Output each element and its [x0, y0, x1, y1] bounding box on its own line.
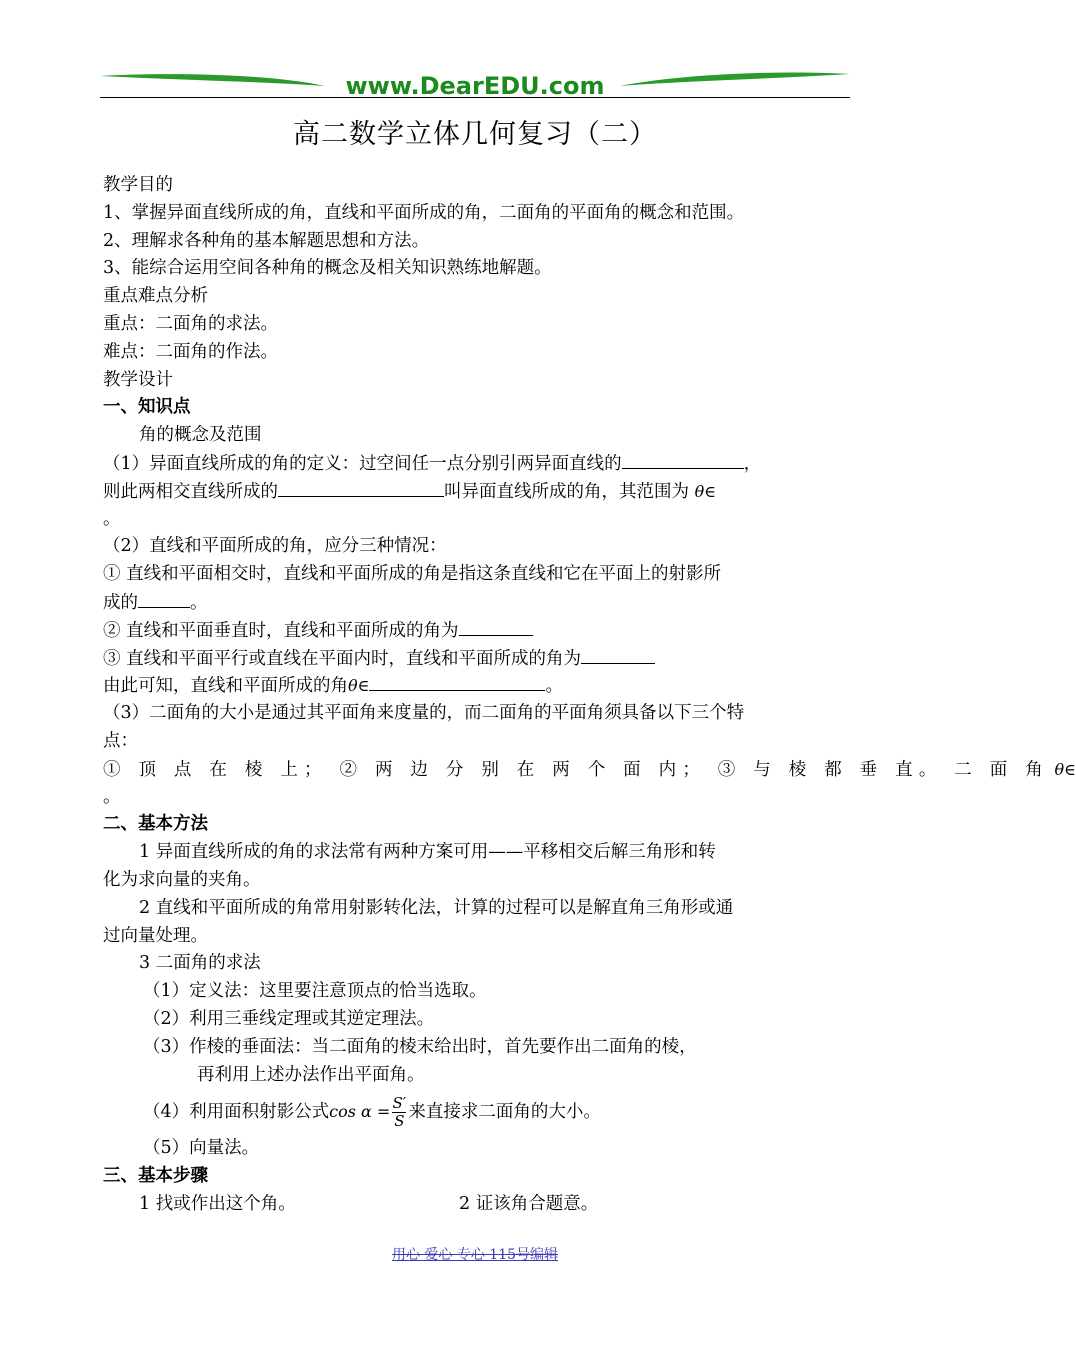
case-3-line	[103, 645, 853, 673]
formula-numerator: S′	[392, 1094, 407, 1113]
key-points-heading: 重点难点分析	[103, 286, 208, 307]
period: 。	[545, 676, 563, 697]
step-1: 1 找或作出这个角。	[139, 1193, 296, 1214]
method-3-item-3b: 再利用上述办法作出平面角。	[197, 1064, 425, 1085]
method-3-item-2: （2）利用三垂线定理或其逆定理法。	[143, 1008, 435, 1029]
goal-3: 3、能综合运用空间各种角的概念及相关知识熟练地解题。	[103, 258, 552, 279]
method-3-item-4	[103, 1089, 853, 1135]
formula-lhs: cos α =	[329, 1102, 391, 1122]
formula-denominator: S	[394, 1112, 405, 1131]
item-3-line-c	[103, 756, 1076, 784]
right-leaf-swoosh	[620, 73, 850, 87]
method-3-item-4-text-a: （4）利用面积射影公式	[143, 1102, 330, 1123]
case-summary-text: 由此可知，直线和平面所成的角	[103, 676, 348, 697]
item-3-line-b: 点：	[103, 730, 138, 751]
method-3-heading: 3 二面角的求法	[139, 953, 261, 974]
design-heading: 教学设计	[103, 369, 173, 390]
fill-blank	[369, 672, 545, 691]
period: 。	[103, 786, 121, 807]
step-2: 2 证该角合题意。	[459, 1193, 599, 1214]
period: 。	[103, 508, 121, 529]
case-2-line	[103, 617, 853, 645]
item-1-line-b	[103, 478, 853, 506]
method-1-line-b: 化为求向量的夹角。	[103, 869, 261, 890]
method-2-line-b: 过向量处理。	[103, 925, 208, 946]
theta-in-symbol: θ∈	[1054, 759, 1076, 779]
item-3-line-a: （3）二面角的大小是通过其平面角来度量的，而二面角的平面角须具备以下三个特	[103, 703, 745, 724]
item-3-line-d	[103, 784, 853, 812]
item-1-text-b: 则此两相交直线所成的	[103, 481, 278, 502]
method-3-item-5: （5）向量法。	[143, 1138, 260, 1159]
key-point: 重点：二面角的求法。	[103, 313, 278, 334]
page-title: 高二数学立体几何复习（二）	[293, 119, 657, 150]
fill-blank	[278, 478, 444, 497]
period: 。	[190, 592, 208, 613]
document-body	[103, 172, 1076, 1219]
item-1-line-a	[103, 450, 853, 478]
case-summary-line	[103, 672, 853, 700]
case-2-text: ② 直线和平面垂直时，直线和平面所成的角为	[103, 620, 459, 641]
fill-blank	[622, 450, 744, 469]
item-1-text-a: （1）异面直线所成的角的定义：过空间任一点分别引两异面直线的	[103, 453, 622, 474]
goal-1: 1、掌握异面直线所成的角，直线和平面所成的角，二面角的平面角的概念和范围。	[103, 202, 745, 223]
item-1-text-b-mid: 叫异面直线所成的角，其范围为	[444, 481, 689, 502]
case-1-line-b	[103, 589, 853, 617]
difficult-point: 难点：二面角的作法。	[103, 341, 278, 362]
method-1-line-a: 1 异面直线所成的角的求法常有两种方案可用——平移相交后解三角形和转	[139, 842, 716, 863]
case-1-text-b: 成的	[103, 592, 138, 613]
method-3-item-4-text-b: 来直接求二面角的大小。	[408, 1102, 601, 1123]
theta-in-symbol: θ∈	[348, 676, 370, 696]
case-1-line-a: ① 直线和平面相交时，直线和平面所成的角是指这条直线和它在平面上的射影所	[103, 564, 722, 585]
concept-heading: 角的概念及范围	[139, 425, 262, 446]
goal-2: 2、理解求各种角的基本解题思想和方法。	[103, 230, 430, 251]
section-2-heading: 二、基本方法	[103, 814, 208, 835]
goal-heading: 教学目的	[103, 175, 173, 195]
header-rule	[100, 97, 850, 98]
left-leaf-swoosh	[100, 74, 325, 86]
comma: ，	[743, 453, 762, 474]
footer-note: 用心 爱心 专心 115号编辑	[391, 1247, 559, 1263]
formula-fraction	[392, 1095, 406, 1130]
method-2-line-a: 2 直线和平面所成的角常用射影转化法，计算的过程可以是解直角三角形或通	[139, 897, 734, 918]
fill-blank	[459, 617, 533, 636]
fill-blank	[581, 645, 655, 664]
item-1-line-c	[103, 506, 853, 534]
section-3-heading: 三、基本步骤	[103, 1166, 208, 1187]
theta-in-symbol: θ∈	[694, 481, 717, 501]
item-3-text-c: ① 顶 点 在 棱 上； ② 两 边 分 别 在 两 个 面 内； ③ 与 棱 都 垂 直。 二 面 角	[103, 759, 1049, 780]
site-logo-text: www.DearEDU.com	[345, 72, 605, 100]
item-2-heading: （2）直线和平面所成的角，应分三种情况：	[103, 536, 447, 557]
method-3-item-1: （1）定义法：这里要注意顶点的恰当选取。	[143, 981, 487, 1002]
section-1-heading: 一、知识点	[103, 397, 191, 418]
steps-line	[103, 1191, 853, 1219]
method-3-item-3a: （3）作棱的垂面法：当二面角的棱末给出时，首先要作出二面角的棱，	[143, 1036, 697, 1057]
case-3-text: ③ 直线和平面平行或直线在平面内时，直线和平面所成的角为	[103, 648, 582, 669]
fill-blank	[138, 589, 190, 608]
